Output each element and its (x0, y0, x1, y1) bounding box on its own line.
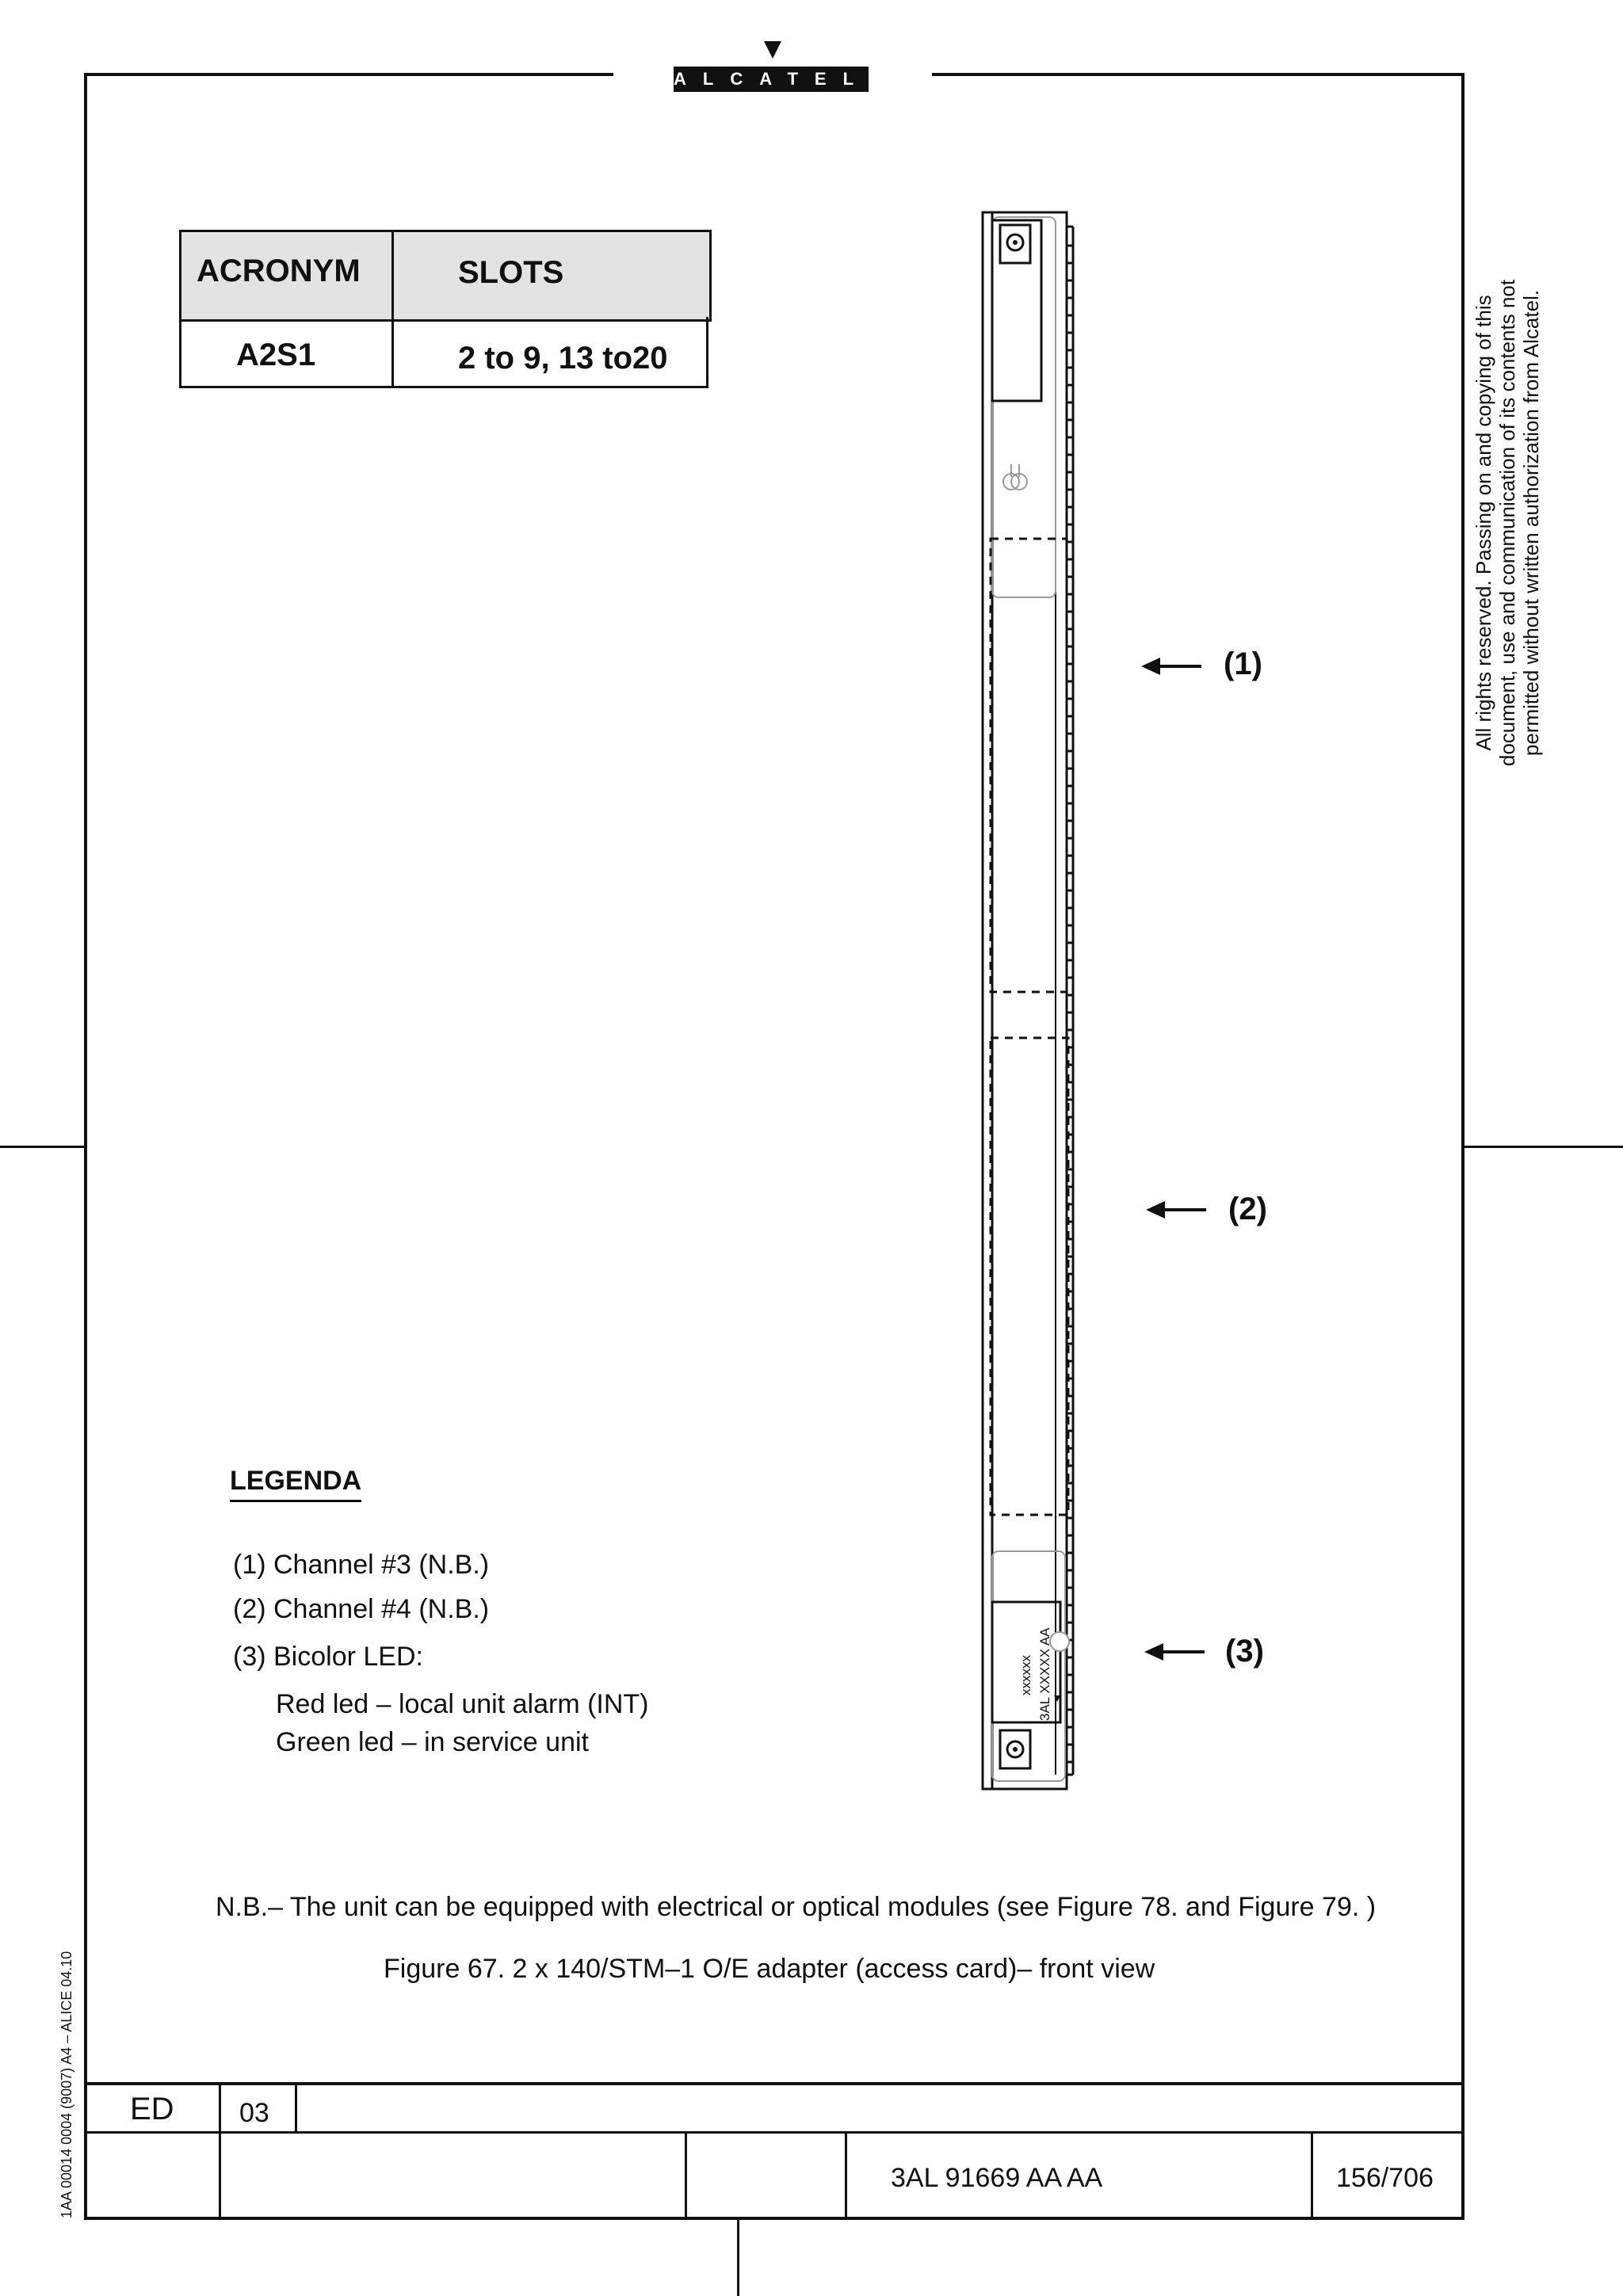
legend-title: LEGENDA (230, 1466, 361, 1502)
callout-arrow-2-icon (1146, 1198, 1209, 1222)
legend-item-green-led: Green led – in service unit (276, 1727, 589, 1757)
logo-triangle-icon (764, 41, 781, 59)
footer-mid-line (84, 2131, 1465, 2134)
footer-document-code: 3AL 91669 AA AA (891, 2163, 1103, 2193)
header-acronym: ACRONYM (197, 254, 361, 288)
footer-ed-value: 03 (239, 2098, 269, 2128)
callout-arrow-3-icon (1144, 1640, 1208, 1664)
margin-mark-left (0, 1146, 84, 1148)
footer-div-col4 (845, 2131, 847, 2218)
frame-bottom (84, 2217, 1465, 2220)
table-divider (391, 230, 394, 387)
callout-2: (2) (1228, 1192, 1267, 1226)
footer-div-col5 (1311, 2131, 1313, 2218)
nb-note: N.B.– The unit can be equipped with electrical or optical modules (see Figure 78. and Figure 79. ) (216, 1892, 1377, 1922)
callout-arrow-1-icon (1141, 654, 1205, 678)
footer-div-ed (219, 2082, 221, 2217)
table-bottom-border (179, 386, 708, 388)
card-label-serial: xxxxxx (1018, 1655, 1033, 1695)
callout-1: (1) (1224, 646, 1262, 681)
frame-left (84, 73, 87, 2220)
footer-div-edval (295, 2084, 297, 2133)
cell-slots: 2 to 9, 13 to20 (458, 341, 668, 376)
footer-top-line (84, 2082, 1465, 2085)
copyright-note: All rights reserved. Passing on and copying of this document, use and communication of its contents not permitted without written authorization from Alcatel. (1472, 279, 1543, 767)
acronym-table (179, 230, 708, 390)
alcatel-logo: ALCATEL (674, 67, 869, 92)
card-front-view-drawing (967, 198, 1109, 1806)
legend-item-2: (2) Channel #4 (N.B.) (233, 1594, 490, 1624)
footer-ed-label: ED (130, 2092, 174, 2126)
callout-3: (3) (1225, 1634, 1264, 1669)
frame-top-right (932, 73, 1465, 76)
legend-item-1: (1) Channel #3 (N.B.) (233, 1550, 490, 1580)
table-right-border (706, 317, 708, 388)
legend-item-3: (3) Bicolor LED: (233, 1642, 423, 1672)
header-slots: SLOTS (458, 255, 564, 290)
margin-mark-bottom (737, 2220, 739, 2296)
figure-caption: Figure 67. 2 x 140/STM–1 O/E adapter (access card)– front view (384, 1954, 1155, 1984)
footer-page-number: 156/706 (1336, 2163, 1434, 2193)
legend-item-red-led: Red led – local unit alarm (INT) (276, 1689, 649, 1719)
table-left-border (179, 317, 181, 388)
frame-top-left (84, 73, 613, 76)
document-form-code: 1AA 00014 0004 (9007) A4 – ALICE 04.10 (59, 1951, 74, 2218)
card-label-code: 3AL XXXXX AA (1037, 1627, 1052, 1721)
margin-mark-right (1465, 1146, 1623, 1148)
cell-acronym: A2S1 (236, 338, 316, 372)
footer-div-col3 (685, 2131, 687, 2218)
